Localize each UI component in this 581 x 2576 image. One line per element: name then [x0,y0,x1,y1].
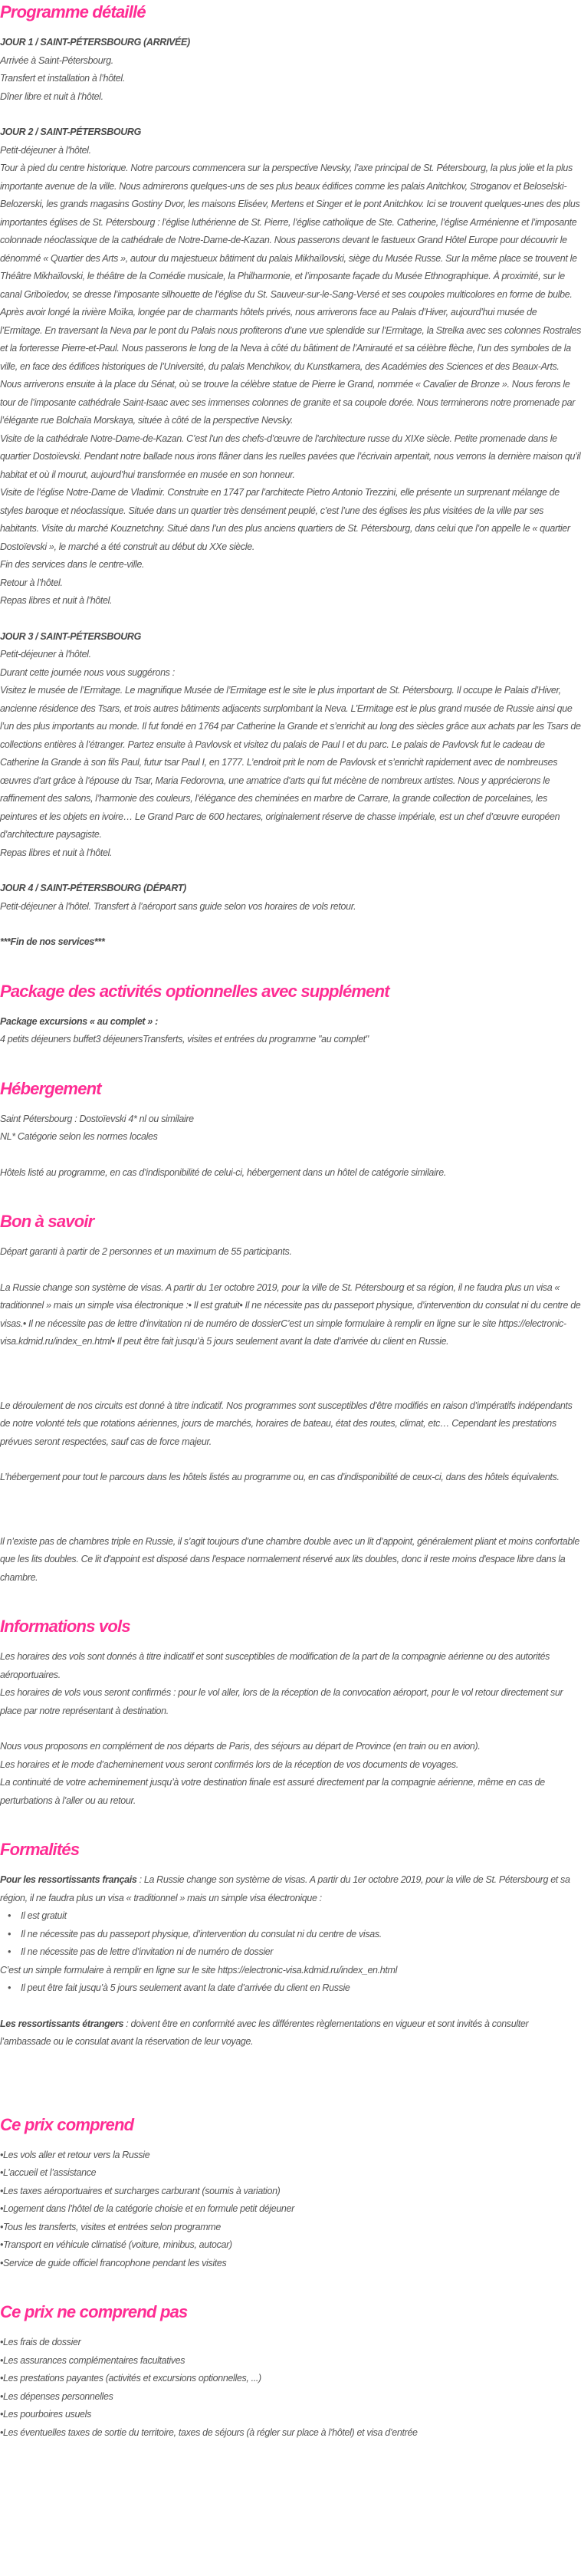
good-to-know-paragraph: Il n’existe pas de chambres triple en Russie, il s’agit toujours d’une chambre double avec un lit d’appoint, généralement pliant et moins confortable que les lits doubles. Ce lit d'appoint est disposé dans l'espace normalement réservé aux lits doubles, donc il reste moins d'espace libre dans la chambre. [0,1535,579,1583]
programme-section [0,0,581,952]
visa-form-line: C’est un simple formulaire à remplir en ligne sur le site https://electronic-visa.kdmid.ru/index_en.html [0,1964,397,1976]
hotel-disclaimer: Hôtels listé au programme, en cas d’indisponibilité de celui-ci, hébergement dans un hôtel de catégorie similaire. [0,1166,446,1178]
formalities-section [0,1837,581,2051]
french-nationals-paragraph [0,1871,581,1907]
included-section [0,2113,581,2273]
foreign-nationals-paragraph [0,2015,581,2051]
section-title-flights: Informations vols [0,1617,130,1636]
day-line: Repas libres et nuit à l’hôtel. [0,595,113,606]
day-line: Repas libres et nuit à l’hôtel. [0,847,113,858]
included-item: • Logement dans l’hôtel de la catégorie choisie et en formule petit déjeuner [0,2200,581,2219]
optional-package-section [0,979,581,1049]
section-title-accommodation: Hébergement [0,1078,101,1098]
section-title-optional-package: Package des activités optionnelles avec supplément [0,981,389,1001]
accommodation-section [0,1077,581,1183]
french-nationals-text: : La Russie change son système de visas. A partir du 1er octobre 2019, pour la ville de St. Pétersbourg et sa région, il ne faudra plus un visa « traditionnel » mais un simple visa électronique : [0,1874,570,1903]
not-included-item: • Les dépenses personnelles [0,2388,581,2407]
included-item: • Tous les transferts, visites et entrées selon programme [0,2219,581,2237]
flights-paragraph: Les horaires des vols sont donnés à titre indicatif et sont susceptibles de modification de la part de la compagnie aérienne ou des autorités aéroportuaires. [0,1651,550,1680]
not-included-item: • Les éventuelles taxes de sortie du territoire, taxes de séjours (à régler sur place à l’hôtel) et visa d’entrée [0,2424,581,2443]
section-title-programme: Programme détaillé [0,2,146,21]
day-3 [0,628,581,863]
not-included-item: • Les frais de dossier [0,2334,581,2352]
section-title-not-included: Ce prix ne comprend pas [0,2302,188,2321]
visa-bullet: • Il ne nécessite pas du passeport physique, d’intervention du consulat ni du centre de visas. [8,1926,581,1944]
day-title: JOUR 2 / SAINT-PÉTERSBOURG [0,127,141,137]
section-title-good-to-know: Bon à savoir [0,1212,94,1231]
included-item: • L’accueil et l’assistance [0,2164,581,2183]
day-title: JOUR 4 / SAINT-PÉTERSBOURG (DÉPART) [0,883,186,893]
included-item: • Transport en véhicule climatisé (voiture, minibus, autocar) [0,2236,581,2255]
package-label: Package excursions « au complet » : [0,1015,158,1027]
good-to-know-paragraph: La Russie change son système de visas. A partir du 1er octobre 2019, pour la ville de St. Pétersbourg et sa région, il ne faudra plus un visa « traditionnel » mais un simple visa électronique :• Il est gratuit• Il ne nécessite pas du passeport physique, d’intervention du consulat ni du centre de visas.• Il ne nécessite pas de lettre d’invitation ni de numéro de dossierC’est un simple formulaire à remplir en ligne sur le site https://electronic-visa.kdmid.ru/index_en.html• Il peut être fait jusqu’à 5 jours seulement avant la date d’arrivée du client en Russie. [0,1281,581,1347]
day-line: Arrivée à Saint-Pétersbourg. [0,54,113,66]
good-to-know-paragraph: Le déroulement de nos circuits est donné à titre indicatif. Nos programmes sont susceptibles d’être modifiés en raison d’impératifs indépendants de notre volonté tels que rotations aériennes, jours de marchés, horaires de bateau, état des routes, climat, etc… Cependant les prestations prévues seront respectées, sauf cas de force majeur. [0,1400,573,1447]
hotel-category-note: NL* Catégorie selon les normes locales [0,1131,158,1142]
visa-bullet: • Il ne nécessite pas de lettre d’invitation ni de numéro de dossier [8,1943,581,1962]
not-included-item: • Les pourboires usuels [0,2406,581,2424]
foreign-nationals-text: : doivent être en conformité avec les différentes règlementations en vigueur et sont invités à consulter l’ambassade ou le consulat avant la réservation de leur voyage. [0,2018,529,2047]
day-line: Durant cette journée nous vous suggérons : [0,666,175,678]
day-line: Transfert et installation à l’hôtel. [0,73,125,84]
day-line: Dîner libre et nuit à l’hôtel. [0,90,103,102]
visa-bullets-2 [0,1979,581,1998]
day-title: JOUR 1 / SAINT-PÉTERSBOURG (ARRIVÉE) [0,37,190,48]
not-included-section [0,2300,581,2442]
day-1 [0,34,581,106]
visa-bullets [0,1907,581,1962]
day-line: Fin des services dans le centre-ville. [0,559,145,570]
visa-bullet: • Il est gratuit [8,1907,581,1926]
flights-paragraph: La continuité de votre acheminement jusqu’à votre destination finale est assuré directement par la compagnie aérienne, même en cas de perturbations à l’aller ou au retour. [0,1777,545,1806]
end-of-services-note: ***Fin de nos services*** [0,936,105,947]
good-to-know-paragraph: L’hébergement pour tout le parcours dans les hôtels listés au programme ou, en cas d’indisponibilité de ceux-ci, dans des hôtels équivalents. [0,1472,560,1482]
day-line: Retour à l’hôtel. [0,577,63,588]
good-to-know-section [0,1209,581,1587]
included-item: • Les vols aller et retour vers la Russie [0,2147,581,2165]
foreign-nationals-label: Les ressortissants étrangers [0,2018,124,2029]
day-line: Petit-déjeuner à l'hôtel. [0,144,91,156]
not-included-item: • Les prestations payantes (activités et excursions optionnelles, ...) [0,2370,581,2388]
package-content: 4 petits déjeuners buffet3 déjeunersTransferts, visites et entrées du programme "au complet" [0,1034,369,1045]
flights-section [0,1614,581,1810]
included-list [0,2147,581,2273]
included-item: • Les taxes aéroportuaires et surcharges carburant (soumis à variation) [0,2183,581,2201]
good-to-know-paragraph: Départ garanti à partir de 2 personnes et un maximum de 55 participants. [0,1246,292,1257]
hotel-name: Saint Pétersbourg : Dostoïevski 4* nl ou similaire [0,1113,194,1124]
french-nationals-label: Pour les ressortissants français [0,1874,137,1885]
not-included-list [0,2334,581,2442]
flights-paragraph: Les horaires de vols vous seront confirmés : pour le vol aller, lors de la réception de la convocation aéroport, pour le vol retour directement sur place par notre représentant à destination. [0,1687,563,1716]
flights-paragraph: Nous vous proposons en complément de nos départs de Paris, des séjours au départ de Province (en train ou en avion). [0,1741,481,1752]
section-title-formalities: Formalités [0,1840,80,1859]
flights-paragraph: Les horaires et le mode d’acheminement vous seront confirmés lors de la réception de vos documents de voyages. [0,1758,458,1770]
day-line: Visitez le musée de l’Ermitage. Le magnifique Musée de l’Ermitage est le site le plus important de St. Pétersbourg. Il occupe le Palais d’Hiver, ancienne résidence des Tsars, et trois autres bâtiments adjacents surplombant la Neva. L’Ermitage est le plus grand musée de Russie ainsi que l’un des plus importants au monde. Il fut fondé en 1764 par Catherine la Grande et s’enrichit au long des siècles grâce aux achats par les Tsars de collections entières à l’étranger. Partez ensuite à Pavlovsk et visitez du palais de Paul I et du parc. Le palais de Pavlovsk fut le cadeau de Catherine la Grande à son fils Paul, futur tsar Paul I, en 1777. L’endroit prit le nom de Pavlovsk et s’enrichit rapidement avec de nombreuses œuvres d’art grâce à l’épouse du Tsar, Maria Fedorovna, une amatrice d’arts qui fut mécène de nombreux artistes. Nous y apprécierons le raffinement des salons, l’harmonie des couleurs, l’élégance des cheminées en marbre de Carrare, la grande collection de porcelaines, les peintures et les objets en ivoire… Le Grand Parc de 600 hectares, originalement réserve de chasse impériale, est un chef d’œuvre européen d’architecture paysagiste. [0,685,581,840]
day-2 [0,123,581,610]
day-line: Petit-déjeuner à l'hôtel. Transfert à l’aéroport sans guide selon vos horaires de vols retour. [0,900,356,912]
section-title-included: Ce prix comprend [0,2114,134,2134]
not-included-item: • Les assurances complémentaires facultatives [0,2352,581,2370]
day-title: JOUR 3 / SAINT-PÉTERSBOURG [0,630,141,642]
visa-bullet: • Il peut être fait jusqu’à 5 jours seulement avant la date d’arrivée du client en Russie [8,1979,581,1998]
day-line: Petit-déjeuner à l'hôtel. [0,649,91,660]
day-line: Tour à pied du centre historique. Notre parcours commencera sur la perspective Nevsky, l’axe principal de St. Pétersbourg, la plus jolie et la plus importante avenue de la ville. Nous admirerons quelques-uns de ses plus beaux édifices comme les palais Anitchkov, Stroganov et Beloselski-Belozerski, les grands magasins Gostiny Dvor, les maisons Eliséev, Mertens et Singer et le pont Anitchkov. Ici se trouvent quelques-unes des plus importantes églises de St. Pétersbourg : l’église luthérienne de St. Pierre, l’église catholique de Ste. Catherine, l’église Arménienne et l’imposante colonnade néoclassique de la cathédrale de Notre-Dame-de-Kazan. Nous passerons devant le fastueux Grand Hôtel Europe pour découvrir le dénommé « Quartier des Arts », autour du majestueux bâtiment du palais Mikhaïlovski, siège du Musée Russe. Sur la même place se trouvent le Théâtre Mikhaïlovski, le théâtre de la Comédie musicale, la Philharmonie, et l’imposante façade du Musée Ethnographique. À proximité, sur le canal Griboïedov, se dresse l’imposante silhouette de l’église du St. Sauveur-sur-le-Sang-Versé et ses coupoles multicolores en forme de bulbe. Après avoir longé la rivière Moïka, longée par de charmants hôtels privés, nous arriverons face au Palais d’Hiver, aujourd’hui musée de l’Ermitage. En traversant la Neva par le pont du Palais nous profiterons d’une vue splendide sur l’Ermitage, la Strelka avec ses colonnes Rostrales et la forteresse Pierre-et-Paul. Nous passerons le long de la Neva à côté du bâtiment de l’Amirauté et sa célèbre flèche, l’un des symboles de la ville, en face des édifices historiques de l’Université, du palais Menchikov, du Kunstkamera, des Académies des Sciences et des Beaux-Arts. Nous arriverons ensuite à la place du Sénat, où se trouve la célèbre statue de Pierre le Grand, nommée « Cavalier de Bronze ». Nous ferons le tour de l’imposante cathédrale Saint-Isaac avec ses immenses colonnes de granite et sa coupole dorée. Nous terminerons notre promenade par l’élégante rue Bolchaïa Morskaya, située à côté de la perspective Nevsky. [0,163,581,426]
day-4 [0,880,581,916]
day-line: Visite de l’église Notre-Dame de Vladimir. Construite en 1747 par l’architecte Pietro Antonio Trezzini, elle présente un surprenant mélange de styles baroque et néoclassique. Située dans un quartier très densément peuplé, c’est l’une des églises les plus visitées de la ville par ses habitants. Visite du marché Kouznetchny. Situé dans l’un des plus anciens quartiers de St. Pétersbourg, dans celui que l’on appelle le « quartier Dostoïevski », le marché a été construit au début du XXe siècle. [0,487,570,552]
day-line: Visite de la cathédrale Notre-Dame-de-Kazan. C’est l'un des chefs-d’œuvre de l'architecture russe du XIXe siècle. Petite promenade dans le quartier Dostoïevski. Pendant notre ballade nous irons flâner dans les ruelles pavées que l’écrivain arpentait, nous verrons la dernière maison qu’il habitat et où il mourut, aujourd’hui transformée en musée en son honneur. [0,433,581,480]
included-item: • Service de guide officiel francophone pendant les visites [0,2255,581,2273]
